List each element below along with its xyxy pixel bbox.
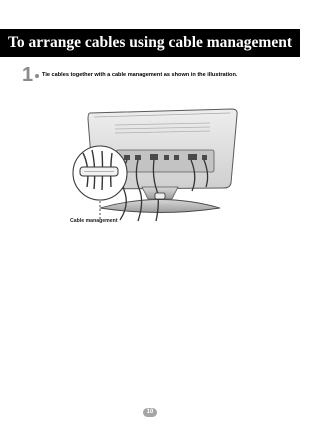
cable-management-label: Cable management (70, 218, 118, 224)
page-number-badge: 10 (143, 408, 157, 417)
instruction-step (22, 64, 294, 88)
page-title: To arrange cables using cable management (7, 34, 293, 51)
step-number: 1 (22, 64, 34, 86)
header-bar (0, 29, 300, 57)
step-instruction-text: Tie cables together with a cable management as shown in the illustration. (42, 72, 238, 78)
step-bullet-icon (35, 74, 39, 78)
tv-cable-management-illustration (60, 95, 260, 235)
